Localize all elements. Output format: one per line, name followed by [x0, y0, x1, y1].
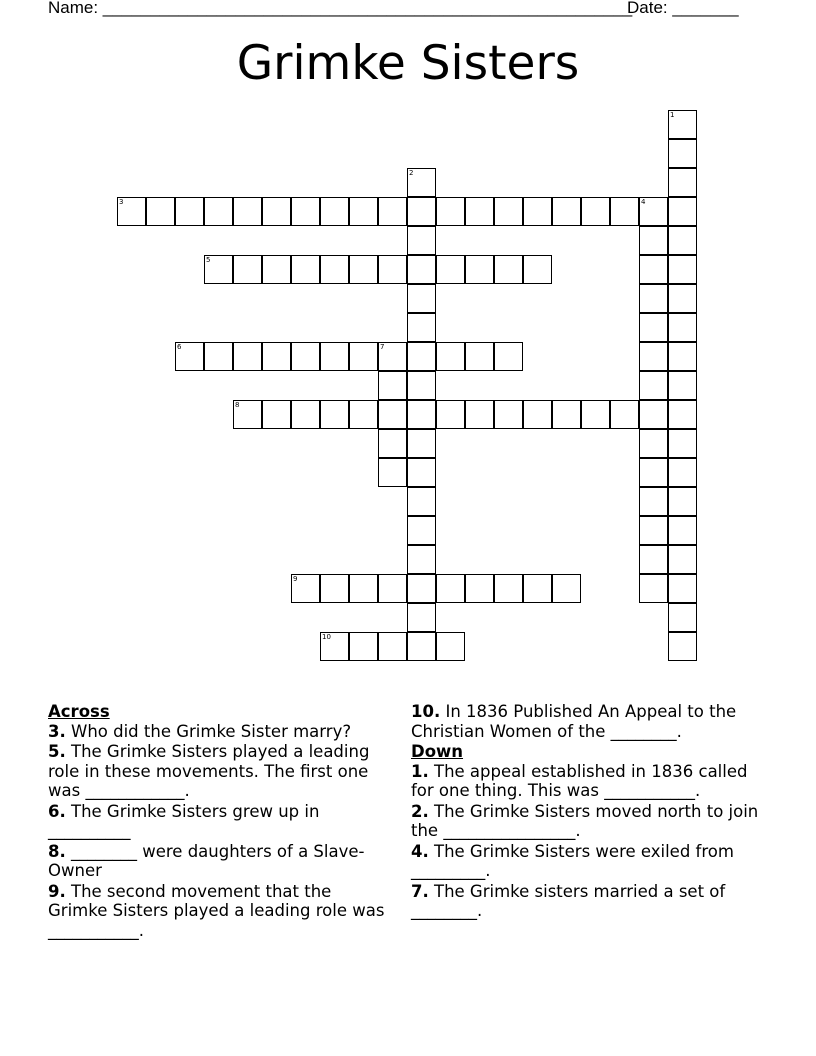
grid-cell[interactable] [668, 632, 697, 661]
grid-cell[interactable] [349, 400, 378, 429]
cell-number: 1 [670, 111, 675, 119]
grid-cell[interactable] [668, 371, 697, 400]
grid-cell[interactable] [639, 313, 668, 342]
grid-cell[interactable] [407, 632, 436, 661]
grid-cell[interactable] [668, 429, 697, 458]
grid-cell[interactable] [233, 197, 262, 226]
grid-cell[interactable] [668, 226, 697, 255]
grid-cell[interactable] [175, 342, 204, 371]
cell-number: 7 [380, 343, 385, 351]
clue-item [411, 882, 771, 921]
grid-cell[interactable] [233, 255, 262, 284]
grid-cell[interactable] [523, 574, 552, 603]
clue-item [48, 742, 393, 801]
clue-item [48, 722, 393, 742]
clue-text: In 1836 Published An Appeal to the Christian Women of the ________. [411, 702, 737, 741]
cell-number: 5 [206, 256, 211, 264]
clue-number: 2. [411, 801, 429, 821]
grid-cell[interactable] [407, 574, 436, 603]
grid-cell[interactable] [407, 458, 436, 487]
grid-cell[interactable] [668, 574, 697, 603]
grid-cell[interactable] [668, 603, 697, 632]
clues-left-column [48, 702, 393, 941]
grid-cell[interactable] [378, 255, 407, 284]
grid-cell[interactable] [436, 574, 465, 603]
grid-cell[interactable] [262, 255, 291, 284]
grid-cell[interactable] [320, 255, 349, 284]
grid-cell[interactable] [552, 400, 581, 429]
grid-cell[interactable] [639, 516, 668, 545]
grid-cell[interactable] [320, 197, 349, 226]
grid-cell[interactable] [407, 400, 436, 429]
grid-cell[interactable] [378, 458, 407, 487]
clue-text: The Grimke Sisters grew up in __________ [48, 801, 320, 840]
grid-cell[interactable] [349, 197, 378, 226]
grid-cell[interactable] [407, 342, 436, 371]
grid-cell[interactable] [639, 574, 668, 603]
grid-cell[interactable] [639, 545, 668, 574]
grid-cell[interactable] [610, 400, 639, 429]
grid-cell[interactable] [407, 487, 436, 516]
grid-cell[interactable] [436, 342, 465, 371]
grid-cell[interactable] [262, 197, 291, 226]
grid-cell[interactable] [320, 400, 349, 429]
down-heading: Down [411, 742, 464, 761]
grid-cell[interactable] [494, 342, 523, 371]
grid-cell[interactable] [668, 168, 697, 197]
grid-cell[interactable] [668, 313, 697, 342]
grid-cell[interactable] [465, 255, 494, 284]
grid-cell[interactable] [465, 342, 494, 371]
grid-cell[interactable] [378, 371, 407, 400]
clue-item [411, 702, 771, 741]
grid-cell[interactable] [233, 342, 262, 371]
grid-cell[interactable] [407, 197, 436, 226]
grid-cell[interactable] [262, 400, 291, 429]
grid-cell[interactable] [436, 255, 465, 284]
grid-cell[interactable] [378, 632, 407, 661]
grid-cell[interactable] [291, 255, 320, 284]
grid-cell[interactable] [639, 429, 668, 458]
grid-cell[interactable] [668, 284, 697, 313]
grid-cell[interactable] [610, 197, 639, 226]
cell-number: 9 [293, 575, 298, 583]
cell-number: 2 [409, 169, 414, 177]
grid-cell[interactable] [320, 574, 349, 603]
grid-cell[interactable] [639, 255, 668, 284]
across-clue-list-continued [411, 702, 771, 741]
grid-cell[interactable] [291, 342, 320, 371]
clue-text: The second movement that the Grimke Sisters played a leading role was ___________. [48, 881, 385, 940]
clue-text: The Grimke Sisters moved north to join the ________________. [411, 801, 759, 840]
clue-text: ________ were daughters of a Slave-Owner [48, 841, 365, 880]
grid-cell[interactable] [523, 400, 552, 429]
clue-text: The appeal established in 1836 called for one thing. This was ___________. [411, 761, 748, 800]
grid-cell[interactable] [407, 226, 436, 255]
grid-cell[interactable] [320, 632, 349, 661]
clue-number: 1. [411, 761, 429, 781]
grid-cell[interactable] [581, 197, 610, 226]
clue-item [411, 842, 771, 881]
grid-cell[interactable] [117, 197, 146, 226]
grid-cell[interactable] [639, 197, 668, 226]
grid-cell[interactable] [436, 197, 465, 226]
cell-number: 3 [119, 198, 124, 206]
grid-cell[interactable] [639, 400, 668, 429]
grid-cell[interactable] [407, 313, 436, 342]
grid-cell[interactable] [523, 197, 552, 226]
grid-cell[interactable] [639, 371, 668, 400]
grid-cell[interactable] [668, 516, 697, 545]
clues-right-column [411, 702, 771, 922]
grid-cell[interactable] [146, 197, 175, 226]
across-clue-list [48, 722, 393, 941]
clue-item [411, 762, 771, 801]
cell-number: 4 [641, 198, 646, 206]
grid-cell[interactable] [668, 545, 697, 574]
grid-cell[interactable] [552, 574, 581, 603]
grid-cell[interactable] [436, 400, 465, 429]
grid-cell[interactable] [494, 400, 523, 429]
cell-number: 6 [177, 343, 182, 351]
grid-cell[interactable] [407, 545, 436, 574]
clue-text: The Grimke Sisters played a leading role in these movements. The first one was ____________. [48, 742, 370, 800]
grid-cell[interactable] [668, 458, 697, 487]
grid-cell[interactable] [262, 342, 291, 371]
grid-cell[interactable] [378, 429, 407, 458]
clue-item [48, 842, 393, 881]
grid-cell[interactable] [465, 197, 494, 226]
date-field-label[interactable]: Date: _______ [627, 0, 739, 17]
grid-cell[interactable] [378, 342, 407, 371]
grid-cell[interactable] [378, 197, 407, 226]
grid-cell[interactable] [407, 284, 436, 313]
clue-number: 4. [411, 841, 429, 861]
clue-number: 8. [48, 841, 66, 861]
grid-cell[interactable] [175, 197, 204, 226]
clue-number: 7. [411, 881, 429, 901]
grid-cell[interactable] [639, 487, 668, 516]
grid-cell[interactable] [552, 197, 581, 226]
page-title: Grimke Sisters [236, 36, 580, 91]
grid-cell[interactable] [407, 516, 436, 545]
clue-number: 10. [411, 702, 441, 721]
grid-cell[interactable] [233, 400, 262, 429]
clue-text: Who did the Grimke Sister marry? [71, 721, 352, 741]
grid-cell[interactable] [407, 255, 436, 284]
grid-cell[interactable] [204, 342, 233, 371]
grid-cell[interactable] [349, 632, 378, 661]
grid-cell[interactable] [668, 487, 697, 516]
grid-cell[interactable] [204, 197, 233, 226]
grid-cell[interactable] [291, 400, 320, 429]
clue-item [411, 802, 771, 841]
down-clue-list [411, 762, 771, 921]
grid-cell[interactable] [349, 342, 378, 371]
grid-cell[interactable] [668, 110, 697, 139]
grid-cell[interactable] [523, 255, 552, 284]
across-heading: Across [48, 702, 110, 721]
grid-cell[interactable] [378, 574, 407, 603]
clue-text: The Grimke Sisters were exiled from _________. [411, 841, 734, 880]
grid-cell[interactable] [639, 226, 668, 255]
grid-cell[interactable] [494, 197, 523, 226]
clue-number: 3. [48, 721, 66, 741]
clue-number: 6. [48, 801, 66, 821]
grid-cell[interactable] [668, 139, 697, 168]
grid-cell[interactable] [581, 400, 610, 429]
grid-cell[interactable] [291, 197, 320, 226]
clue-number: 9. [48, 881, 66, 901]
grid-cell[interactable] [204, 255, 233, 284]
grid-cell[interactable] [494, 574, 523, 603]
grid-cell[interactable] [639, 284, 668, 313]
grid-cell[interactable] [407, 603, 436, 632]
grid-cell[interactable] [668, 255, 697, 284]
grid-cell[interactable] [494, 255, 523, 284]
grid-cell[interactable] [465, 574, 494, 603]
clue-text: The Grimke sisters married a set of ________. [411, 881, 726, 920]
grid-cell[interactable] [639, 342, 668, 371]
grid-cell[interactable] [378, 400, 407, 429]
clue-item [48, 882, 393, 941]
grid-cell[interactable] [465, 400, 494, 429]
grid-cell[interactable] [407, 371, 436, 400]
grid-cell[interactable] [349, 255, 378, 284]
grid-cell[interactable] [668, 342, 697, 371]
grid-cell[interactable] [668, 400, 697, 429]
grid-cell[interactable] [407, 168, 436, 197]
grid-cell[interactable] [320, 342, 349, 371]
grid-cell[interactable] [349, 574, 378, 603]
grid-cell[interactable] [436, 632, 465, 661]
grid-cell[interactable] [639, 458, 668, 487]
name-field-label[interactable]: Name: ________________________________________________________ [48, 0, 633, 17]
grid-cell[interactable] [668, 197, 697, 226]
grid-cell[interactable] [407, 429, 436, 458]
clue-number: 5. [48, 742, 66, 761]
cell-number: 10 [322, 633, 331, 641]
clue-item [48, 802, 393, 841]
grid-cell[interactable] [291, 574, 320, 603]
cell-number: 8 [235, 401, 240, 409]
